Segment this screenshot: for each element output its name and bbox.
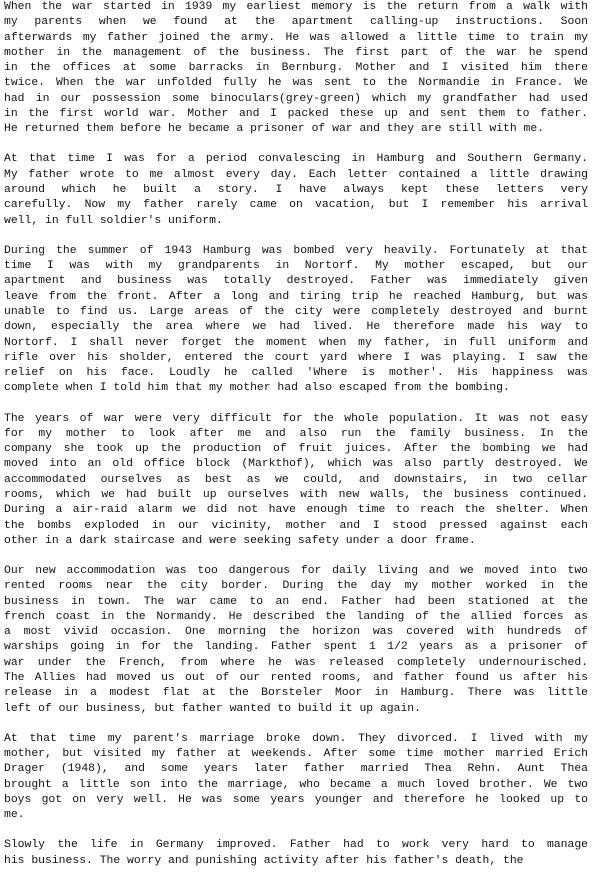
text-line: had in our possession some binoculars(grey-green) which my grandfather had used [4, 92, 588, 105]
text-line: warships going in for the landing. Father spent 1 1/2 years as a prisoner of [4, 641, 588, 654]
text-line: The Allies had moved us out of our rented rooms, and father found us after his [4, 672, 588, 685]
text-line: Slowly the life in Germany improved. Father had to work very hard to manage [4, 839, 588, 852]
text-line: release in a modest flat at the Borsteler Moor in Hamburg. There was little [4, 687, 588, 700]
text-line: around which he built a story. I have always kept these letters very [4, 184, 588, 197]
text-line: Nortorf. I shall never forget the moment when my father, in full uniform and [4, 336, 588, 349]
text-line: afterwards my father joined the army. He was allowed a little time to train my [4, 31, 588, 44]
text-line: carefully. Now my father rarely came on vacation, but I remember his arrival [4, 199, 588, 212]
text-line: in the first world war. Mother and I packed these up and sent them to father. [4, 108, 588, 121]
text-line: moved into an old office block (Markthof), which was also partly destroyed. We [4, 458, 588, 471]
text-line: rooms, which we had built up ourselves with new walls, the business continued. [4, 489, 588, 501]
text-line: boys got on very well. He was some years younger and therefore he looked up to [4, 793, 588, 806]
text-line: My father wrote to me almost every day. Each letter contained a little drawing [4, 168, 588, 181]
text-line: rifle over his sholder, entered the court yard where I was playing. I saw the [4, 351, 588, 364]
text-line: for my mother to look after me and also run the family business. In the [4, 427, 588, 440]
text-line: rented rooms near the city border. During the day my mother worked in the [4, 580, 588, 593]
text-line: the bombs exploded in our vicinity, mother and I stood pressed against each [4, 519, 588, 532]
text-line: left of our business, but father wanted to build it up again. [4, 702, 421, 715]
text-line: down, especially the area where we had lived. He therefore made his way to [4, 321, 588, 334]
text-line: At that time I was for a period convalescing in Hamburg and Southern Germany. [4, 153, 588, 166]
paragraph [4, 412, 588, 550]
text-line: mother, but visited my father at weekends. After some time mother married Erich [4, 748, 588, 761]
text-line: well, in full soldier's uniform. [4, 214, 223, 227]
text-line: in the offices at some barracks in Bernburg. Mother and I visited him there [4, 62, 588, 75]
text-line: other in a dark staircase and were seeking safety under a door frame. [4, 534, 476, 547]
text-line: Drager (1948), and some years later father married Thea Rehn. Aunt Thea [4, 763, 588, 776]
text-line: time I was with my grandparents in Nortorf. My mother escaped, but our [4, 260, 588, 273]
text-line: complete when I told him that my mother had also escaped from the bombing. [4, 382, 510, 395]
text-line: his business. The worry and punishing activity after his father's death, the [4, 854, 524, 867]
text-line: business in town. The war came to an end. Father had been stationed at the [4, 595, 588, 608]
text-line: french coast in the Normandy. He described the landing of the allied forces as [4, 610, 588, 623]
text-line: The years of war were very difficult for the whole population. It was not easy [4, 412, 588, 425]
text-line: mother in the management of the business. The first part of the war he spend [4, 46, 588, 59]
paragraph [4, 152, 588, 228]
text-line: war under the French, from where he was released completely undernourisched. [4, 656, 588, 669]
text-line: accommodated ourselves as best as we could, and downstairs, in two cellar [4, 473, 588, 486]
text-line: During a air-raid alarm we did not have enough time to reach the shelter. When [4, 504, 588, 517]
text-line: me. [4, 809, 25, 822]
text-line: brought a little son into the marriage, who became a much loved brother. We two [4, 778, 588, 791]
text-line: When the war started in 1939 my earliest memory is the return from a walk with [4, 1, 588, 13]
text-line: relief on his face. Loudly he called 'Where is mother'. His happiness was [4, 367, 588, 380]
paragraph [4, 0, 588, 138]
text-line: He returned them before he became a prisoner of war and they are still with me. [4, 123, 545, 136]
text-line: apartment and business was totally destroyed. Father was immediately given [4, 275, 588, 288]
text-line: Our new accommodation was too dangerous for daily living and we moved into two [4, 564, 588, 577]
text-line: leave from the front. After a long and tiring trip he reached Hamburg, but was [4, 290, 588, 303]
document-page [4, 0, 588, 884]
paragraph [4, 564, 588, 717]
text-line: unable to find us. Large areas of the city were completely destroyed and burnt [4, 305, 588, 318]
paragraph [4, 732, 588, 824]
text-line: company she took up the production of fruit juices. After the bombing we had [4, 443, 588, 456]
text-line: During the summer of 1943 Hamburg was bombed very heavily. Fortunately at that [4, 244, 588, 257]
paragraph [4, 244, 588, 397]
text-line: my parents when we found at the apartment calling-up instructions. Soon [4, 16, 588, 29]
text-line: a most vivid occasion. One morning the horizon was covered with hundreds of [4, 626, 588, 639]
paragraph [4, 838, 588, 869]
text-line: twice. When the war unfolded fully he was sent to the Normandie in France. We [4, 77, 588, 90]
text-line: At that time my parent's marriage broke down. They divorced. I lived with my [4, 732, 588, 745]
